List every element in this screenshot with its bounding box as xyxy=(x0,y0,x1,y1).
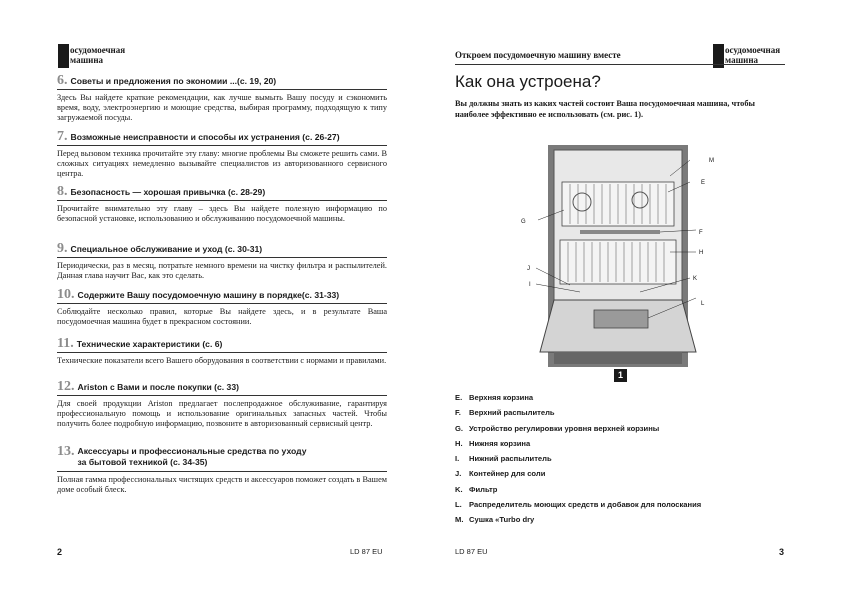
callout-label: I xyxy=(529,282,531,288)
section-number: 12. xyxy=(57,379,75,394)
legend-key: G. xyxy=(455,423,464,433)
page-title: Как она устроена? xyxy=(455,72,601,91)
section-heading xyxy=(57,71,387,90)
intro-text: Вы должны знать из каких частей состоит Ваша посудомоечная машина, чтобы наиболее эффективно ее использовать (см. рис. 1). xyxy=(455,99,755,119)
section-number: 8. xyxy=(57,184,68,199)
legend-text: Нижний распылитель xyxy=(469,454,552,464)
section-item xyxy=(57,71,387,124)
legend-key: E. xyxy=(455,393,463,402)
legend-text: Контейнер для соли xyxy=(469,469,546,479)
upper-basket xyxy=(562,182,674,226)
section-heading xyxy=(57,334,387,353)
dishwasher-figure xyxy=(520,140,720,372)
callout-label: J xyxy=(527,266,530,272)
section-title: Ariston с Вами и после покупки (с. 33) xyxy=(77,382,239,392)
section-body: Перед вызовом техника прочитайте эту главу: многие проблемы Вы сможете решить сами. В сложных ситуациях немедленно вызывайте специалистов из авторизованного сервисного центра. xyxy=(57,149,387,179)
figure-number: 1 xyxy=(617,370,623,380)
section-body: Здесь Вы найдете краткие рекомендации, как лучше вымыть Вашу посуду и сэкономить время, воду, электроэнергию и моющие средства, выбирая программу, подходящую к типу загружаемой посуды. xyxy=(57,93,387,123)
section-title: Технические характеристики (с. 6) xyxy=(76,339,223,349)
header-line1: осудомоечная xyxy=(70,45,126,55)
header-rule xyxy=(455,64,785,65)
section-number: 10. xyxy=(57,287,75,302)
legend-item xyxy=(455,500,701,509)
section-heading xyxy=(57,285,387,304)
header-logo-block xyxy=(58,44,69,68)
section-number: 6. xyxy=(57,73,68,88)
callout-label: E xyxy=(701,180,706,186)
section-body: Прочитайте внимательно эту главу – здесь Вы найдете полезную информацию по безопасной установке, использованию и обслуживанию посудомоечной машины. xyxy=(57,204,387,224)
parts-legend xyxy=(455,393,701,531)
section-number: 7. xyxy=(57,129,68,144)
legend-item xyxy=(455,485,701,494)
section-item xyxy=(57,377,387,430)
legend-item xyxy=(455,454,701,463)
section-body: Технические показатели всего Вашего оборудования в соответствии с нормами и правилами. xyxy=(57,356,387,365)
detergent-dispenser xyxy=(594,310,648,328)
section-heading xyxy=(57,239,387,258)
page-number: 2 xyxy=(57,547,63,557)
section-title: Советы и предложения по экономии ...(с. 19, 20) xyxy=(70,76,277,86)
legend-key: L. xyxy=(455,500,462,510)
section-body: Соблюдайте несколько правил, которые Вы найдете здесь, и в результате Ваша посудомоечная машина будет в прекрасном состоянии. xyxy=(57,307,387,327)
section-item xyxy=(57,127,387,180)
callout-label: K xyxy=(693,276,698,282)
section-title: Аксессуары и профессиональные средства по уходу за бытовой техникой (с. 34-35) xyxy=(77,446,307,467)
legend-key: F. xyxy=(455,408,461,418)
model-code: LD 87 EU xyxy=(350,547,383,556)
legend-text: Устройство регулировки уровня верхней корзины xyxy=(469,423,660,433)
section-body: Полная гамма профессиональных чистящих средств и аксессуаров поможет создать в Вашем доме особый блеск. xyxy=(57,475,387,495)
legend-text: Верхняя корзина xyxy=(469,393,534,402)
legend-key: J. xyxy=(455,469,462,479)
section-title: Содержите Вашу посудомоечную машину в порядке(с. 31-33) xyxy=(77,290,340,300)
callout-label: H xyxy=(699,250,704,256)
section-heading xyxy=(57,127,387,146)
figure-badge xyxy=(614,369,627,382)
legend-key: H. xyxy=(455,438,463,448)
section-item xyxy=(57,285,387,327)
section-number: 13. xyxy=(57,444,75,459)
section-heading xyxy=(57,377,387,396)
legend-text: Сушка «Turbo dry xyxy=(469,515,535,525)
legend-key: I. xyxy=(455,454,460,464)
section-item xyxy=(57,444,387,495)
callout-label: F xyxy=(699,230,703,236)
page-number: 3 xyxy=(779,547,785,557)
model-code: LD 87 EU xyxy=(455,547,488,556)
legend-text: Нижняя корзина xyxy=(469,438,531,448)
section-item xyxy=(57,239,387,281)
callout-label: L xyxy=(701,301,705,307)
lower-basket xyxy=(560,240,676,284)
header-line2: машина xyxy=(725,55,759,65)
section-body: Периодически, раз в месяц, потратьте немного времени на чистку фильтра и распылителей. Данная глава научит Вас, как это сделать. xyxy=(57,261,387,281)
upper-spray-arm xyxy=(580,230,660,234)
header-line1: осудомоечная xyxy=(725,45,781,55)
legend-item xyxy=(455,408,701,417)
legend-item xyxy=(455,424,701,433)
legend-text: Распределитель моющих средств и добавок для полоскания xyxy=(469,500,702,510)
section-heading xyxy=(57,182,387,201)
section-item xyxy=(57,334,387,366)
header-brand xyxy=(725,45,780,65)
legend-item xyxy=(455,469,701,478)
legend-text: Фильтр xyxy=(469,484,498,494)
section-number: 11. xyxy=(57,336,74,351)
callout-label: M xyxy=(709,158,714,164)
section-heading xyxy=(57,444,387,472)
header-brand xyxy=(70,45,125,65)
legend-item xyxy=(455,515,701,524)
header-kicker: Откроем посудомоечную машину вместе xyxy=(455,50,621,60)
legend-key: K. xyxy=(455,484,463,494)
section-title: Специальное обслуживание и уход (с. 30-31) xyxy=(70,244,263,254)
section-title: Возможные неисправности и способы их устранения (с. 26-27) xyxy=(70,132,340,142)
callout-label: G xyxy=(521,219,526,225)
section-title: Безопасность — хорошая привычка (с. 28-29) xyxy=(70,187,266,197)
section-number: 9. xyxy=(57,241,68,256)
legend-text: Верхний распылитель xyxy=(469,408,555,418)
section-item xyxy=(57,182,387,224)
legend-item xyxy=(455,393,701,402)
legend-key: M. xyxy=(455,515,464,525)
legend-item xyxy=(455,439,701,448)
plinth xyxy=(554,352,682,364)
header-line2: машина xyxy=(70,55,104,65)
section-body: Для своей продукции Ariston предлагает послепродажное обслуживание, гарантируя профессиональную помощь и использование оригинальных запасных частей. Чтобы получить более подробную информацию, позвоните в авторизованный сервисный центр. xyxy=(57,399,387,429)
